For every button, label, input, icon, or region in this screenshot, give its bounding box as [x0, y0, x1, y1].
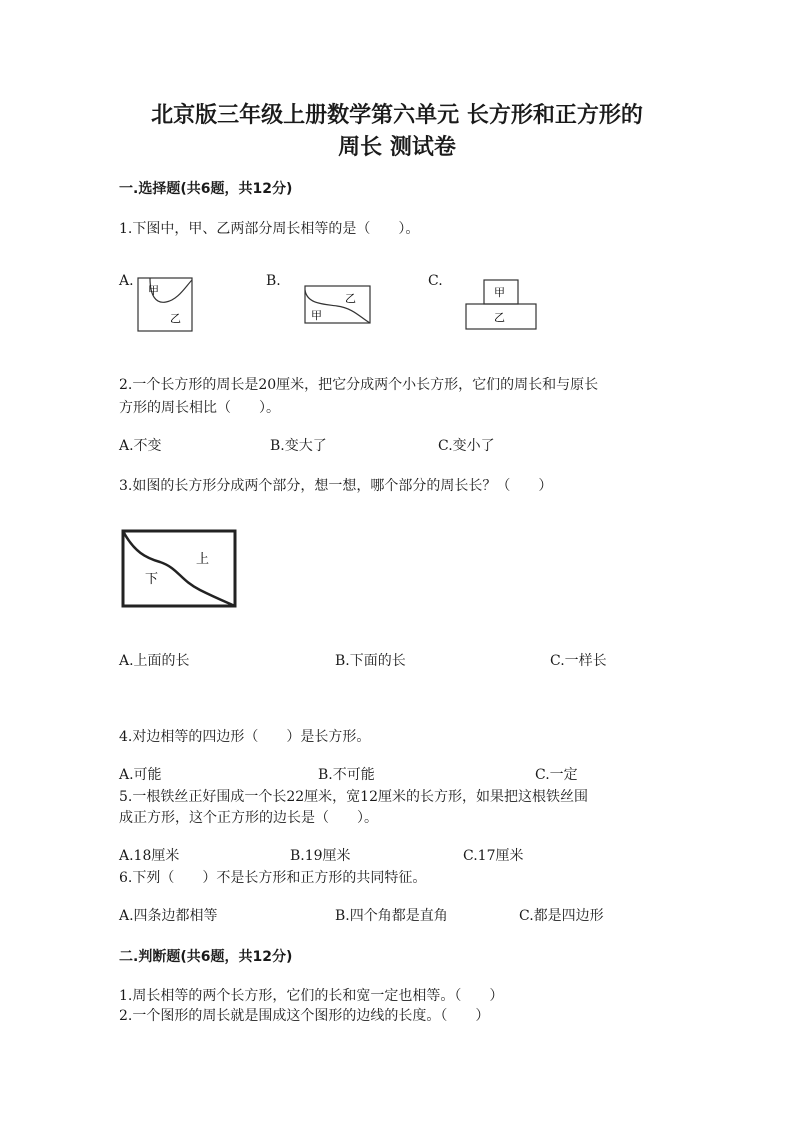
question-2-line-2: 方形的周长相比（ ）。 — [119, 400, 280, 416]
q1-fig-a-label-top: 甲 — [148, 284, 159, 297]
judge-2-text: 2.一个图形的周长就是围成这个图形的边线的长度。（ ） — [119, 1008, 490, 1024]
q1-option-b[interactable]: B. — [266, 273, 281, 289]
q3-label-lower: 下 — [145, 572, 159, 587]
q2-option-c[interactable]: C.变小了 — [438, 438, 495, 454]
q2-option-b[interactable]: B.变大了 — [270, 438, 327, 454]
q1-option-c[interactable]: C. — [428, 273, 443, 289]
q5-option-c[interactable]: C.17厘米 — [463, 848, 524, 864]
q6-option-a[interactable]: A.四条边都相等 — [119, 908, 218, 924]
question-5-line-2: 成正方形，这个正方形的边长是（ ）。 — [119, 810, 378, 826]
q1-figure-c — [464, 278, 538, 332]
q3-figure — [120, 528, 240, 610]
q3-label-upper: 上 — [196, 552, 210, 567]
q1-figure-a — [136, 276, 196, 334]
q4-option-c[interactable]: C.一定 — [535, 767, 578, 783]
q5-option-b[interactable]: B.19厘米 — [290, 848, 351, 864]
question-3-text: 3.如图的长方形分成两个部分，想一想，哪个部分的周长长？（ ） — [119, 478, 553, 494]
q1-fig-b-label-bottom: 甲 — [311, 309, 322, 322]
q3-option-b[interactable]: B.下面的长 — [335, 653, 406, 669]
page-title-line-2: 周长 测试卷 — [338, 135, 456, 160]
q1-fig-b-label-top: 乙 — [345, 292, 356, 305]
q1-fig-a-label-bottom: 乙 — [170, 312, 181, 325]
judge-1-text: 1.周长相等的两个长方形，它们的长和宽一定也相等。（ ） — [119, 988, 504, 1004]
q1-fig-c-label-top: 甲 — [494, 286, 505, 299]
section-heading-judge: 二.判断题(共6题，共12分) — [119, 949, 293, 965]
question-4-text: 4.对边相等的四边形（ ）是长方形。 — [119, 729, 371, 745]
question-6-text: 6.下列（ ）不是长方形和正方形的共同特征。 — [119, 870, 427, 886]
q3-option-c[interactable]: C.一样长 — [550, 653, 607, 669]
q4-option-b[interactable]: B.不可能 — [318, 767, 375, 783]
q3-option-a[interactable]: A.上面的长 — [119, 653, 190, 669]
question-5-line-1: 5.一根铁丝正好围成一个长22厘米，宽12厘米的长方形，如果把这根铁丝围 — [119, 789, 588, 805]
q6-option-b[interactable]: B.四个角都是直角 — [335, 908, 448, 924]
question-2-line-1: 2.一个长方形的周长是20厘米，把它分成两个小长方形，它们的周长和与原长 — [119, 377, 599, 393]
q4-option-a[interactable]: A.可能 — [119, 767, 162, 783]
q1-fig-c-label-bottom: 乙 — [494, 311, 505, 324]
q1-option-a[interactable]: A. — [119, 273, 134, 289]
section-heading-choice: 一.选择题(共6题，共12分) — [119, 181, 293, 197]
page-title-line-1: 北京版三年级上册数学第六单元 长方形和正方形的 — [151, 103, 643, 128]
question-1-text: 1.下图中，甲、乙两部分周长相等的是（ ）。 — [119, 221, 420, 237]
q1-figure-b — [303, 284, 373, 326]
q5-option-a[interactable]: A.18厘米 — [119, 848, 180, 864]
q6-option-c[interactable]: C.都是四边形 — [519, 908, 604, 924]
q2-option-a[interactable]: A.不变 — [119, 438, 162, 454]
